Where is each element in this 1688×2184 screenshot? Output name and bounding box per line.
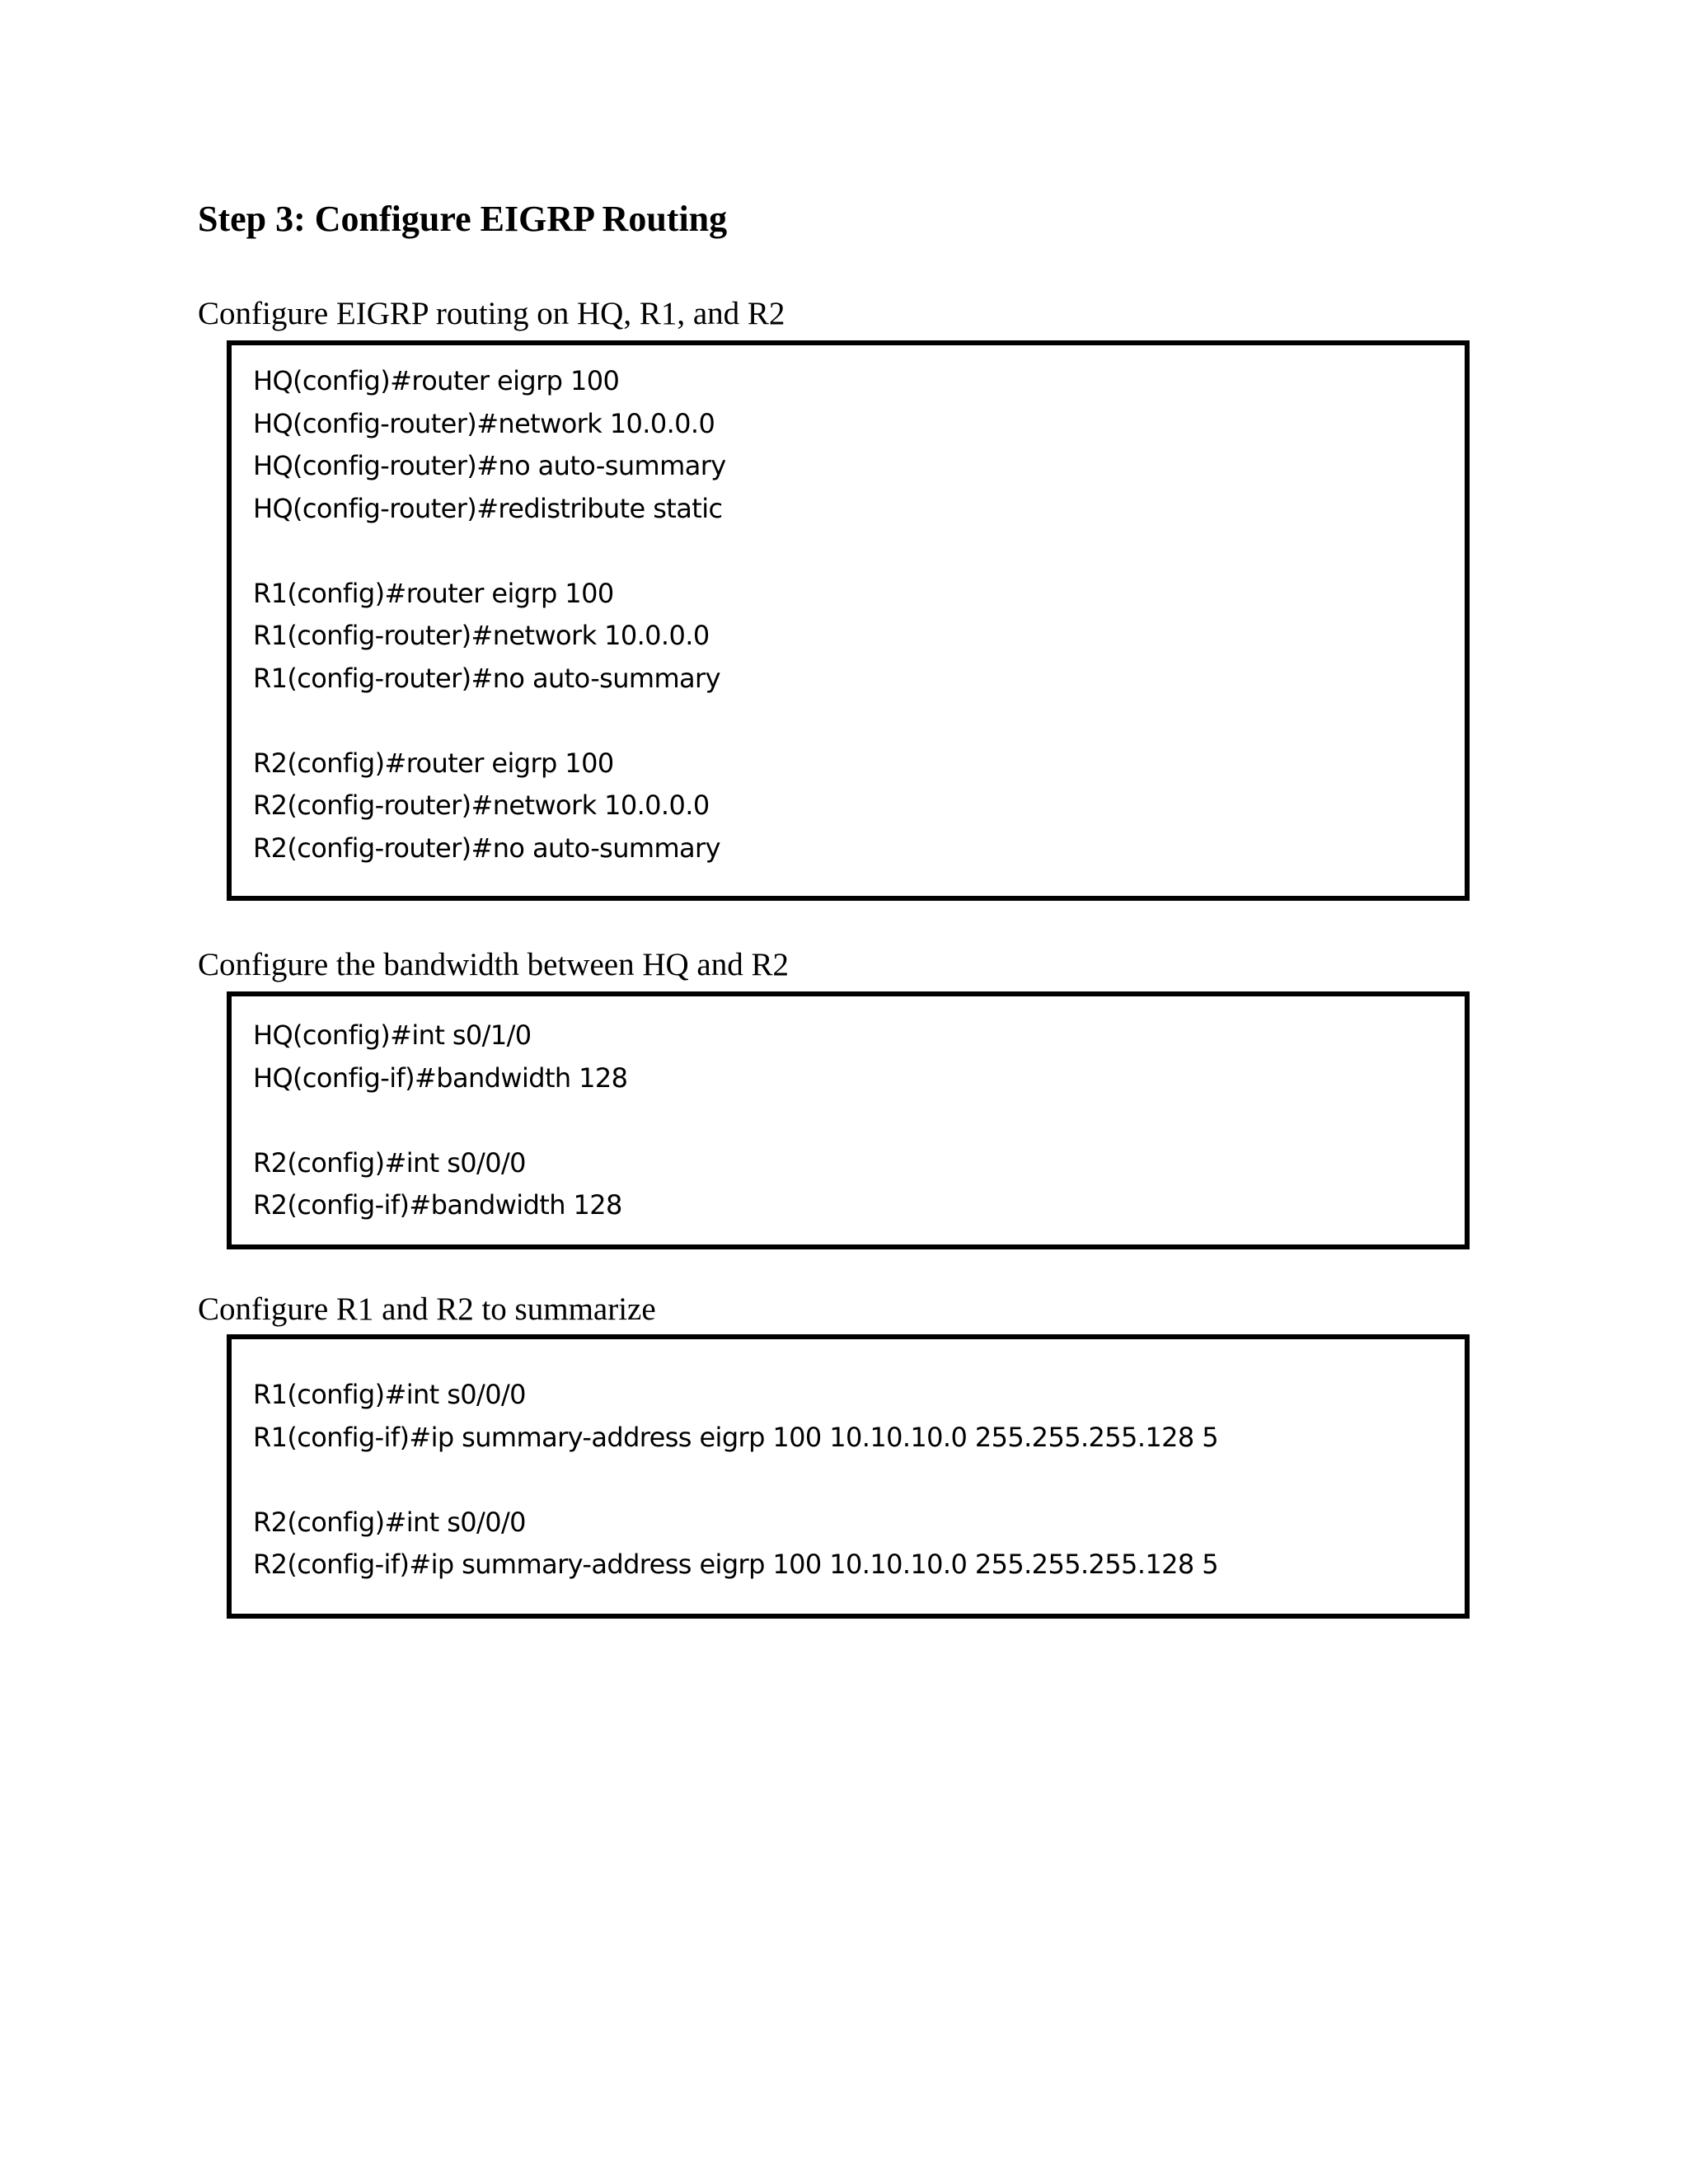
code-line: R1(config-if)#ip summary-address eigrp 100 10.10.10.0 255.255.255.128 5 bbox=[253, 1421, 1218, 1453]
code-line: HQ(config)#int s0/1/0 bbox=[253, 1019, 532, 1051]
code-line: R2(config)#router eigrp 100 bbox=[253, 747, 614, 779]
code-line: HQ(config-router)#redistribute static bbox=[253, 492, 723, 524]
code-line-blank bbox=[232, 700, 1465, 743]
code-lines bbox=[232, 1015, 1465, 1227]
code-line: R2(config-router)#no auto-summary bbox=[253, 832, 720, 864]
code-line-blank bbox=[232, 1099, 1465, 1142]
code-line: R1(config)#router eigrp 100 bbox=[253, 577, 614, 609]
code-line: R2(config-if)#bandwidth 128 bbox=[253, 1189, 622, 1221]
code-line-blank bbox=[232, 1459, 1465, 1502]
code-line: HQ(config-if)#bandwidth 128 bbox=[253, 1062, 628, 1094]
section-title-summarize: Configure R1 and R2 to summarize bbox=[198, 1291, 656, 1327]
code-line: R2(config)#int s0/0/0 bbox=[253, 1146, 526, 1179]
code-box-eigrp-routing bbox=[227, 340, 1470, 901]
code-line: R2(config)#int s0/0/0 bbox=[253, 1506, 526, 1538]
section-title-bandwidth: Configure the bandwidth between HQ and R2 bbox=[198, 947, 790, 982]
code-line-blank bbox=[232, 530, 1465, 573]
code-lines bbox=[232, 1374, 1465, 1586]
code-line: HQ(config-router)#no auto-summary bbox=[253, 450, 726, 481]
code-line: R1(config)#int s0/0/0 bbox=[253, 1379, 526, 1410]
code-line: R2(config-router)#network 10.0.0.0 bbox=[253, 790, 710, 821]
code-line: R1(config-router)#no auto-summary bbox=[253, 662, 720, 694]
code-lines bbox=[232, 360, 1465, 869]
code-line: R2(config-if)#ip summary-address eigrp 100 10.10.10.0 255.255.255.128 5 bbox=[253, 1549, 1218, 1580]
code-line: HQ(config-router)#network 10.0.0.0 bbox=[253, 407, 715, 439]
code-box-bandwidth bbox=[227, 991, 1470, 1249]
step-heading: Step 3: Configure EIGRP Routing bbox=[198, 199, 728, 239]
code-line: HQ(config)#router eigrp 100 bbox=[253, 365, 620, 396]
code-box-summarize bbox=[227, 1334, 1470, 1619]
code-line: R1(config-router)#network 10.0.0.0 bbox=[253, 620, 710, 651]
section-title-eigrp-routing: Configure EIGRP routing on HQ, R1, and R2 bbox=[198, 296, 785, 331]
